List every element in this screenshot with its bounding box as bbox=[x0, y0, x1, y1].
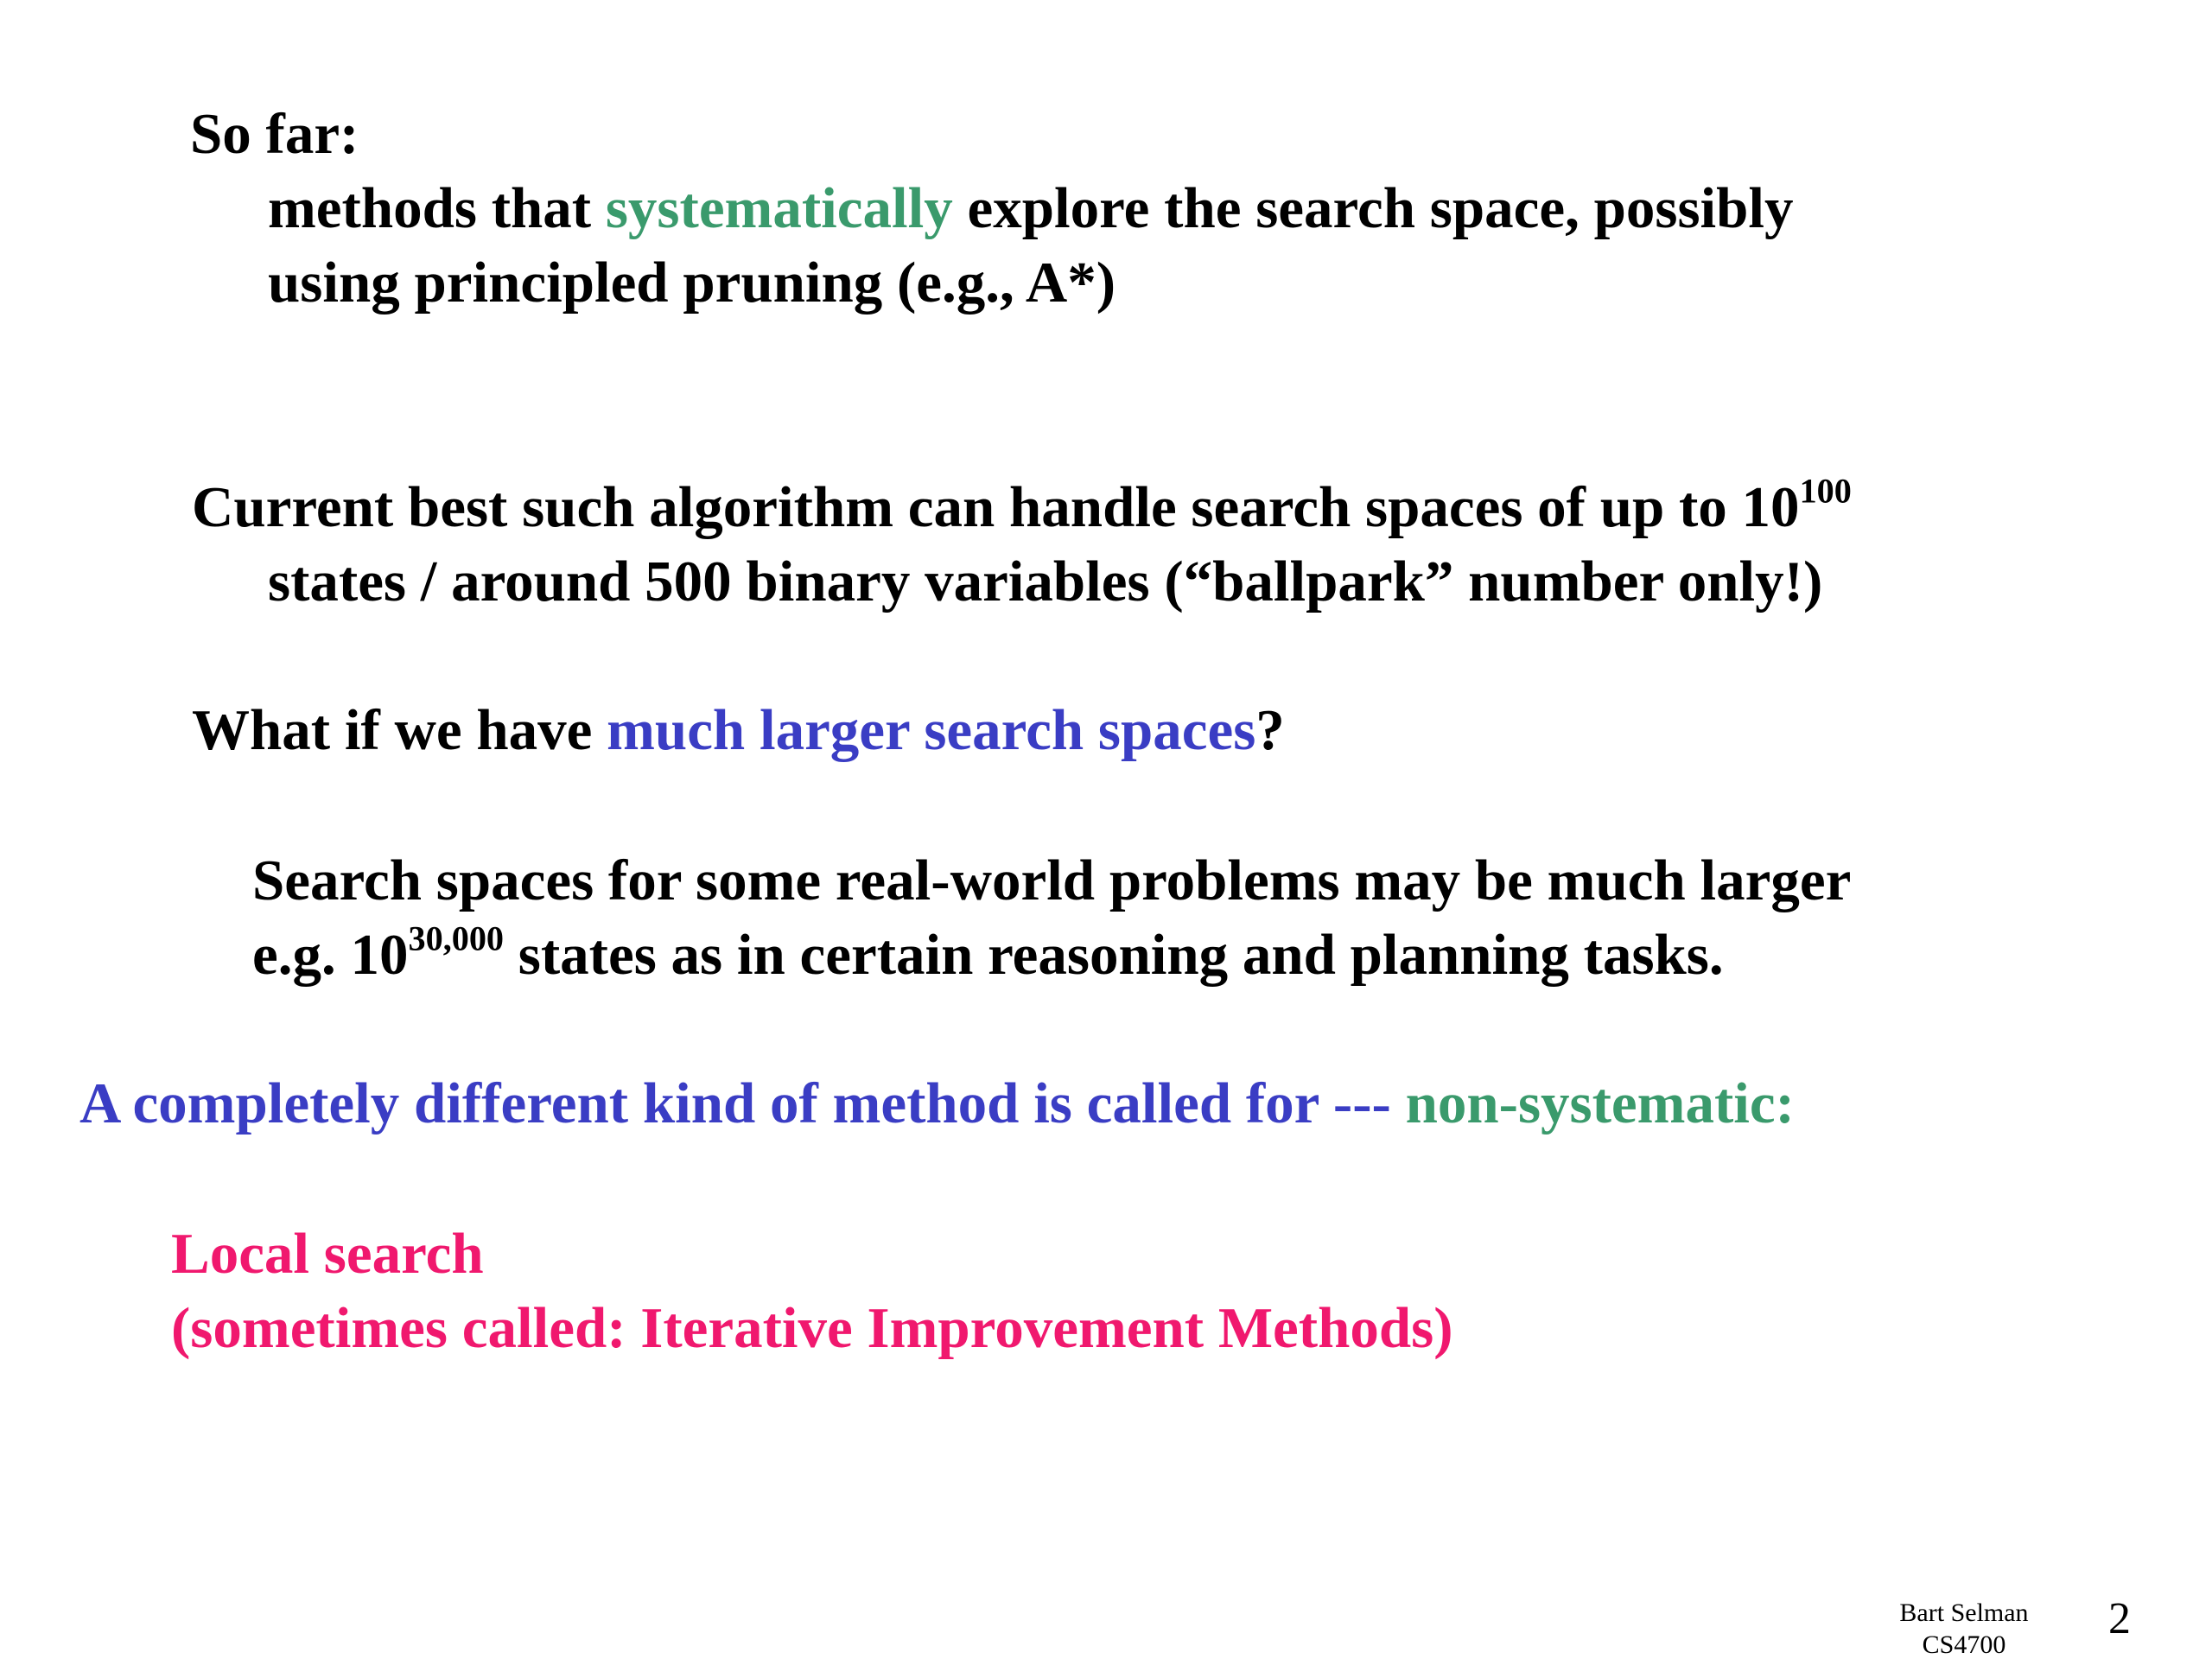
local-search-subtitle bbox=[171, 1296, 1453, 1360]
example-text-start: e.g. 10 bbox=[252, 923, 409, 987]
principled-pruning-text: using principled pruning (e.g., A*) bbox=[268, 251, 1116, 315]
much-larger-highlight: much larger search spaces bbox=[607, 698, 1256, 762]
systematically-highlight: systematically bbox=[605, 176, 953, 240]
question-text-start: What if we have bbox=[192, 698, 607, 762]
non-systematic-statement bbox=[79, 1071, 1795, 1135]
systematic-methods-text-end: explore the search space, possibly bbox=[952, 176, 1794, 240]
footer-author: Bart Selman bbox=[1899, 1599, 2029, 1627]
exponent-30000: 30,000 bbox=[408, 918, 505, 958]
systematic-methods-line-1 bbox=[268, 176, 1794, 240]
local-search-title bbox=[171, 1222, 484, 1286]
different-method-text: A completely different kind of method is called for --- bbox=[79, 1071, 1406, 1135]
footer-course: CS4700 bbox=[1922, 1630, 2006, 1659]
exponent-100: 100 bbox=[1799, 471, 1852, 511]
local-search-label: Local search bbox=[171, 1222, 484, 1286]
current-best-line-2 bbox=[268, 550, 1823, 613]
states-variables-text: states / around 500 binary variables (“ballpark” number only!) bbox=[268, 550, 1823, 613]
systematic-methods-text-start: methods that bbox=[268, 176, 606, 240]
question-mark: ? bbox=[1255, 698, 1285, 762]
non-systematic-highlight: non-systematic: bbox=[1405, 1071, 1795, 1135]
so-far-heading bbox=[190, 102, 359, 166]
real-world-line-1 bbox=[252, 849, 1852, 912]
larger-spaces-question bbox=[192, 698, 1285, 762]
example-text-end: states as in certain reasoning and planning tasks. bbox=[504, 923, 1724, 987]
real-world-line-2 bbox=[252, 918, 1724, 987]
iterative-improvement-label: (sometimes called: Iterative Improvement Methods) bbox=[171, 1296, 1453, 1360]
real-world-text: Search spaces for some real-world problems may be much larger bbox=[252, 849, 1852, 912]
so-far-label: So far: bbox=[190, 102, 359, 166]
page-number: 2 bbox=[2108, 1594, 2131, 1643]
current-best-line-1 bbox=[192, 471, 1852, 539]
current-best-text: Current best such algorithm can handle search spaces of up to 10 bbox=[192, 475, 1800, 539]
systematic-methods-line-2 bbox=[268, 251, 1116, 315]
